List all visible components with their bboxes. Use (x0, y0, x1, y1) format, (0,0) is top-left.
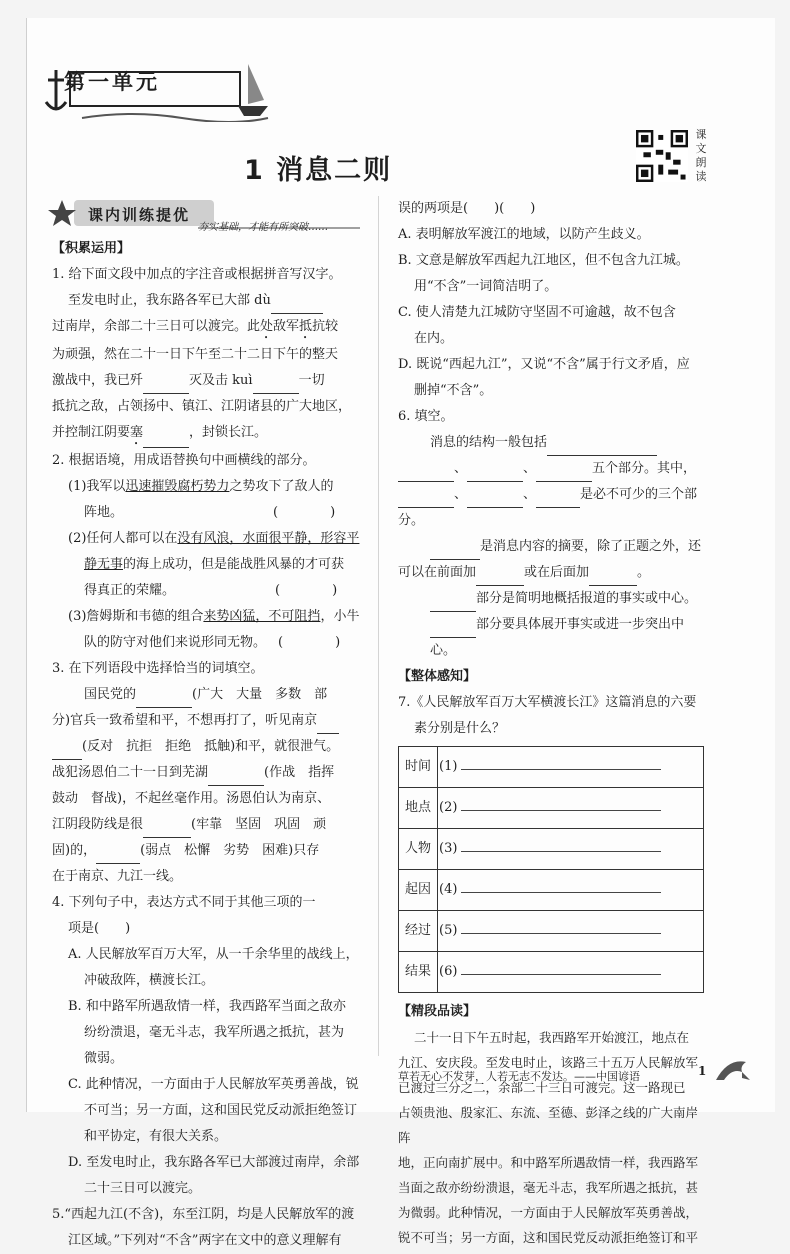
q5-stem: 误的两项是( )( ) (398, 201, 536, 216)
q7-stem: 素分别是什么？ (414, 721, 506, 736)
answer-blank[interactable] (253, 377, 299, 394)
q4-stem: 项是( ) (68, 921, 131, 936)
qr-code-icon[interactable] (636, 130, 688, 182)
answer-blank[interactable] (536, 465, 592, 482)
answer-blank[interactable] (271, 297, 323, 314)
answer-blank[interactable] (143, 821, 191, 838)
q1-line: 过南岸，余部二十三日可以渡完。此处敌军抵抗较 (52, 319, 339, 334)
answer-cell[interactable]: (3) (438, 829, 704, 870)
section-heading: 【整体感知】 (398, 669, 477, 684)
row-label: 地点 (399, 788, 438, 829)
q6-line: 是消息内容的摘要，除了正题之外，还 (398, 534, 706, 560)
q2-item: 得真正的荣耀。 ( ) (84, 583, 338, 598)
answer-blank[interactable] (143, 431, 189, 448)
footer-proverb: 草若无心不发芽，人若无志不发达。——中国谚语 (398, 1070, 640, 1083)
q2-item: (3)詹姆斯和韦德的组合来势凶猛，不可阻挡，小牛 (68, 609, 360, 624)
option-b: 微弱。 (84, 1051, 124, 1066)
answer-blank[interactable] (589, 569, 637, 586)
passage-line: 锐不可当；另一方面，这和国民党反动派拒绝签订和平 (398, 1230, 699, 1245)
passage-line: 已渡过三分之二，余部二十三日可渡完。这一路现已 (398, 1080, 686, 1095)
page-number: 1 (698, 1064, 707, 1078)
right-column (398, 196, 706, 1250)
answer-blank[interactable] (398, 491, 454, 508)
q2-item: (1)我军以迅速摧毁腐朽势力之势攻下了敌人的 (68, 479, 334, 494)
answer-blank[interactable] (467, 491, 523, 508)
star-icon (48, 200, 76, 226)
q2-stem: 2. 根据语境，用成语替换句中画横线的部分。 (52, 453, 316, 468)
option-d[interactable]: D. 至发电时止，我东路各军已大部渡过南岸，余部 (68, 1155, 360, 1170)
section-heading: 【积累运用】 (52, 241, 131, 256)
reading-passage (398, 1025, 706, 1250)
option-a[interactable]: A. 表明解放军渡江的地域，以防产生歧义。 (398, 227, 650, 242)
answer-cell[interactable]: (1) (438, 747, 704, 788)
q1-line: 为顽强，然在二十一日下午至二十二日下午的整天 (52, 347, 339, 362)
answer-blank[interactable] (467, 465, 523, 482)
q2-item: 队的防守对他们来说形同无物。 ( ) (84, 635, 341, 650)
q6-line: 可以在前面加 或在后面加 。 (398, 560, 706, 586)
left-column (52, 236, 368, 1254)
dolphin-icon (712, 1050, 752, 1090)
table-row (399, 747, 704, 788)
answer-blank[interactable] (398, 465, 454, 482)
answer-cell[interactable]: (2) (438, 788, 704, 829)
lesson-title: 1 消息二则 (244, 155, 393, 186)
q6-line: 、 、 是必不可少的三个部 (398, 482, 706, 508)
answer-blank[interactable] (430, 621, 476, 638)
answer-cell[interactable]: (5) (438, 911, 704, 952)
q3-line: (反对 抗拒 拒绝 抵触)和平，就很泄气。 (52, 734, 368, 760)
option-a[interactable]: A. 人民解放军百万大军，从一千余华里的战线上， (68, 947, 359, 962)
option-d[interactable]: D. 既说“西起九江”，又说“不含”属于行文矛盾，应 (398, 357, 690, 372)
qr-label: 课文朗读 (695, 128, 707, 183)
row-label: 经过 (399, 911, 438, 952)
table-row (399, 829, 704, 870)
answer-blank[interactable] (143, 377, 189, 394)
passage-line: 二十一日下午五时起，我西路军开始渡江，地点在 (414, 1030, 690, 1045)
q5-stem: 江区域。”下列对“不含”两字在文中的意义理解有 (68, 1233, 342, 1248)
q1-line: 至发电时止，我东路各军已大部 dù (52, 288, 368, 314)
q2-item: (2)任何人都可以在没有风浪，水面很平静，形容平 (68, 531, 360, 546)
banner-motto: 夯实基础，才能有所突破…… (198, 222, 328, 233)
option-b: 纷纷溃退，毫无斗志，我军所遇之抵抗，甚为 (84, 1025, 345, 1040)
q3-stem: 3. 在下列语段中选择恰当的词填空。 (52, 661, 264, 676)
q3-line: 固)的， (弱点 松懈 劣势 困难)只存 (52, 838, 368, 864)
answer-blank[interactable] (52, 743, 82, 760)
option-c[interactable]: C. 使人清楚九江城防守坚固不可逾越，故不包含 (398, 305, 676, 320)
q3-line: 分)官兵一致希望和平，不想再打了，听见南京 (52, 708, 368, 734)
option-c: 在内。 (414, 331, 454, 346)
q1-stem: 1. 给下面文段中加点的字注音或根据拼音写汉字。 (52, 267, 342, 282)
answer-blank[interactable] (430, 543, 480, 560)
passage-line: 地，正向南扩展中。和中路军所遇敌情一样，我西路军 (398, 1155, 699, 1170)
row-label: 结果 (399, 952, 438, 993)
answer-blank[interactable] (208, 769, 264, 786)
option-b: 用“不含”一词简洁明了。 (414, 279, 558, 294)
q3-line: 江阴段防线是很 (牢靠 坚固 巩固 顽 (52, 812, 368, 838)
answer-blank[interactable] (317, 717, 339, 734)
answer-cell[interactable]: (4) (438, 870, 704, 911)
option-c[interactable]: C. 此种情况，一方面由于人民解放军英勇善战，锐 (68, 1077, 359, 1092)
q1-line: 激战中，我已歼 灭及击 kuì 一切 (52, 368, 368, 394)
q6-line: 部分要具体展开事实或进一步突出中心。 (430, 617, 685, 658)
q6-line: 分。 (398, 513, 425, 528)
answer-blank[interactable] (430, 595, 476, 612)
q1-line: 抵抗之敌，占领扬中、镇江、江阴诸县的广大地区， (52, 399, 352, 414)
q3-line: 鼓动 督战)，不起丝毫作用。汤恩伯认为南京、 (52, 791, 331, 806)
q1-line: 并控制江阴要塞 ，封锁长江。 (52, 420, 368, 448)
q3-line: 在于南京、九江一线。 (52, 869, 183, 884)
answer-cell[interactable]: (6) (438, 952, 704, 993)
option-b[interactable]: B. 和中路军所遇敌情一样，我西路军当面之敌亦 (68, 999, 346, 1014)
table-row (399, 788, 704, 829)
passage-line: 为微弱。此种情况，一方面由于人民解放军英勇善战， (398, 1205, 699, 1220)
answer-blank[interactable] (476, 569, 524, 586)
banner-title: 课内训练提优 (88, 206, 191, 224)
table-row (399, 952, 704, 993)
table-row (399, 870, 704, 911)
boat-icon (238, 106, 268, 116)
row-label: 时间 (399, 747, 438, 788)
q3-line: 国民党的 (广大 大量 多数 部 (52, 682, 368, 708)
passage-line: 占领贵池、殷家汇、东流、至德、彭泽之线的广大南岸阵 (398, 1105, 699, 1145)
option-a: 冲破敌阵，横渡长江。 (84, 973, 215, 988)
anchor-icon (46, 70, 66, 109)
row-label: 起因 (399, 870, 438, 911)
answer-blank[interactable] (136, 691, 192, 708)
unit-title: 第一单元 (64, 70, 160, 94)
q6-line: 部分是简明地概括报道的事实或中心。 (398, 586, 706, 612)
option-d: 删掉“不含”。 (414, 383, 493, 398)
six-elements-table (398, 746, 704, 993)
section-heading: 【精段品读】 (398, 1004, 477, 1019)
q7-stem: 7.《人民解放军百万大军横渡长江》这篇消息的六要 (398, 695, 697, 710)
q6-line: 消息的结构一般包括 (398, 430, 706, 456)
q6-stem: 6. 填空。 (398, 409, 454, 424)
q3-line: 战犯汤恩伯二十一日到芜湖 (作战 指挥 (52, 760, 368, 786)
answer-blank[interactable] (547, 439, 657, 456)
passage-line: 九江、安庆段。至发电时止，该路三十五万人民解放军 (398, 1055, 699, 1070)
q2-item: 静无事的海上成功，但是能战胜风暴的才可获 (84, 557, 345, 572)
option-c: 不可当；另一方面，这和国民党反动派拒绝签订 (84, 1103, 358, 1118)
option-b[interactable]: B. 文意是解放军西起九江地区，但不包含九江城。 (398, 253, 689, 268)
option-c: 和平协定，有很大关系。 (84, 1129, 228, 1144)
q4-stem: 4. 下列句子中，表达方式不同于其他三项的一 (52, 895, 316, 910)
q6-line: 、 、 五个部分。其中， (398, 456, 706, 482)
column-divider (378, 196, 379, 1056)
option-d: 二十三日可以渡完。 (84, 1181, 202, 1196)
passage-line: 当面之敌亦纷纷溃退，毫无斗志，我军所遇之抵抗，甚 (398, 1180, 699, 1195)
wave-icon (82, 114, 268, 122)
answer-blank[interactable] (96, 847, 140, 864)
q5-stem: 5.“西起九江(不含)，东至江阴，均是人民解放军的渡 (52, 1207, 355, 1222)
answer-blank[interactable] (536, 491, 580, 508)
q2-item: 阵地。 ( ) (84, 505, 336, 520)
table-row (399, 911, 704, 952)
row-label: 人物 (399, 829, 438, 870)
